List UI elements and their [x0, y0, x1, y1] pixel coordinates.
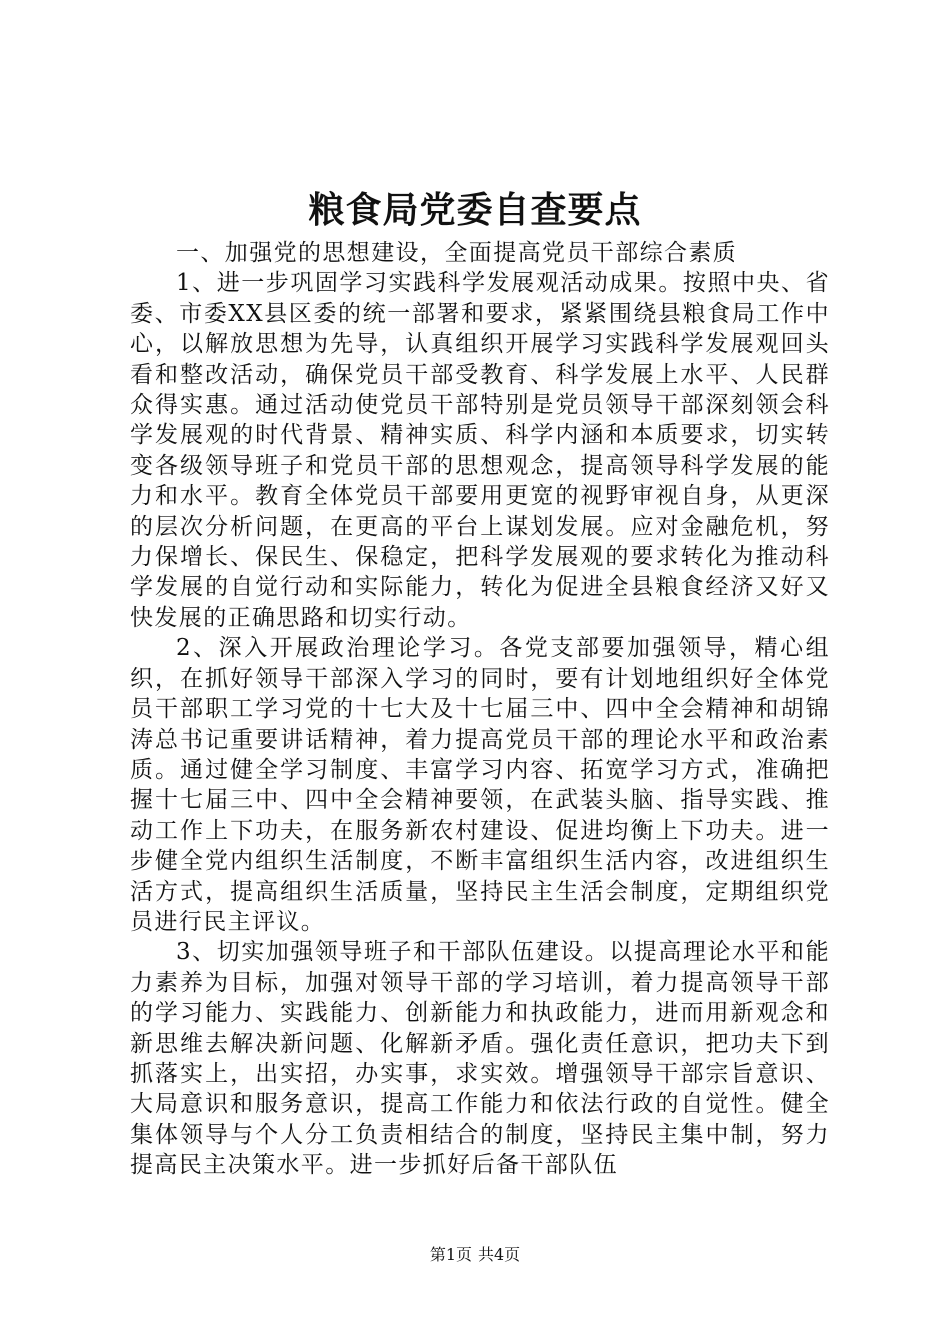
- paragraph-2: 2、深入开展政治理论学习。各党支部要加强领导，精心组织，在抓好领导干部深入学习的同时，要有计划地组织好全体党员干部职工学习党的十七大及十七届三中、四中全会精神和胡锦涛总书记重要讲话精神，着力提高党员干部的理论水平和政治素质。通过健全学习制度、丰富学习内容、拓宽学习方式，准确把握十七届三中、四中全会精神要领，在武装头脑、指导实践、推动工作上下功夫，在服务新农村建设、促进均衡上下功夫。进一步健全党内组织生活制度，不断丰富组织生活内容，改进组织生活方式，提高组织生活质量，坚持民主生活会制度，定期组织党员进行民主评议。: [130, 635, 830, 935]
- section-heading: 一、加强党的思想建设，全面提高党员干部综合素质: [176, 240, 738, 266]
- document-title: 粮食局党委自查要点: [308, 189, 642, 231]
- paragraph-3: 3、切实加强领导班子和干部队伍建设。以提高理论水平和能力素养为目标，加强对领导干部的学习培训，着力提高领导干部的学习能力、实践能力、创新能力和执政能力，进而用新观念和新思维去解决新问题、化解新矛盾。强化责任意识，把功夫下到抓落实上，出实招，办实事，求实效。增强领导干部宗旨意识、大局意识和服务意识，提高工作能力和依法行政的自觉性。健全集体领导与个人分工负责相结合的制度，坚持民主集中制，努力提高民主决策水平。进一步抓好后备干部队伍: [130, 939, 830, 1179]
- document-body: [130, 238, 830, 1181]
- page-total: 共4页: [478, 1245, 521, 1264]
- paragraph-1: 1、进一步巩固学习实践科学发展观活动成果。按照中央、省委、市委XX县区委的统一部署和要求，紧紧围绕县粮食局工作中心，以解放思想为先导，认真组织开展学习实践科学发展观回头看和整改活动，确保党员干部受教育、科学发展上水平、人民群众得实惠。通过活动使党员干部特别是党员领导干部深刻领会科学发展观的时代背景、精神实质、科学内涵和本质要求，切实转变各级领导班子和党员干部的思想观念，提高领导科学发展的能力和水平。教育全体党员干部要用更宽的视野审视自身，从更深的层次分析问题，在更高的平台上谋划发展。应对金融危机，努力保增长、保民生、保稳定，把科学发展观的要求转化为推动科学发展的自觉行动和实际能力，转化为促进全县粮食经济又好又快发展的正确思路和切实行动。: [130, 270, 830, 631]
- page-footer: [0, 1244, 950, 1266]
- page-number: 第1页: [429, 1245, 472, 1264]
